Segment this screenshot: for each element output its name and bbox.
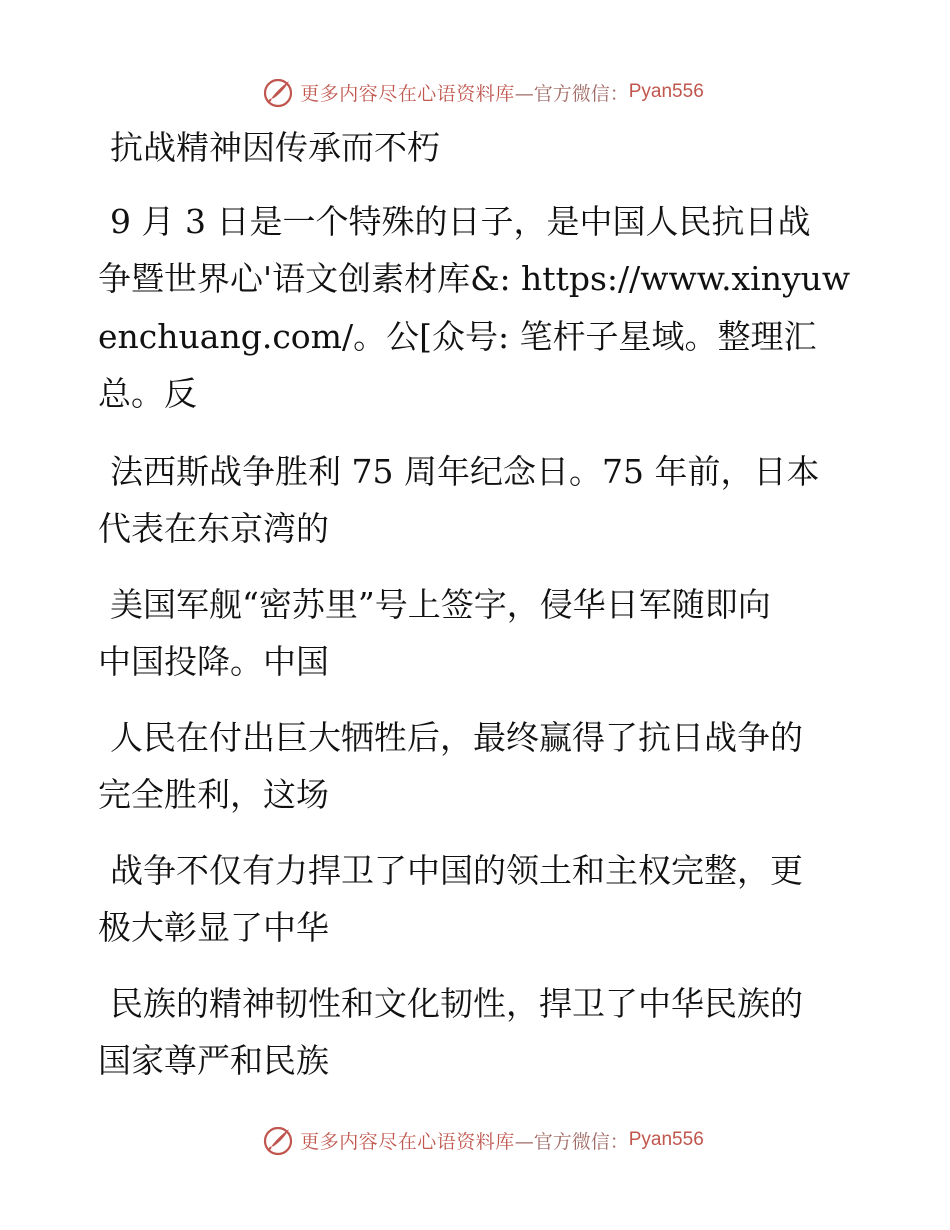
text-line: 人民在付出巨大牺牲后，最终赢得了抗日战争的 <box>110 718 803 757</box>
text-line: 中国投降。中国 <box>98 642 329 681</box>
banner-text: 更多内容尽在心语资料库 <box>300 1130 515 1153</box>
text-line: enchuang.com/。公[众号: 笔杆子星域。整理汇 <box>98 317 817 356</box>
text-line: 美国军舰“密苏里”号上签字，侵华日军随即向 <box>110 585 771 624</box>
banner-text: 更多内容尽在心语资料库 <box>300 82 515 105</box>
banner-separator: —官方微信： <box>514 82 629 105</box>
text-line: 争暨世界心'语文创素材库&: https://www.xinyuw <box>98 259 851 298</box>
text-line: 极大彰显了中华 <box>98 908 329 947</box>
text-line: 完全胜利，这场 <box>98 775 329 814</box>
header-banner-inner <box>262 76 704 108</box>
banner-wechat-id: Pyan556 <box>628 1129 704 1150</box>
text-line: 国家尊严和民族 <box>98 1041 329 1080</box>
text-line: 代表在东京湾的 <box>98 509 329 548</box>
quill-pen-icon <box>262 1124 294 1156</box>
banner-wechat-id: Pyan556 <box>628 81 704 102</box>
header-banner <box>0 72 950 112</box>
text-line: 总。反 <box>98 374 197 413</box>
text-line: 战争不仅有力捍卫了中国的领土和主权完整，更 <box>110 851 803 890</box>
footer-banner-inner <box>262 1124 704 1156</box>
text-line: 法西斯战争胜利 75 周年纪念日。75 年前，日本 <box>110 452 820 491</box>
text-line: 9 月 3 日是一个特殊的日子，是中国人民抗日战 <box>110 202 811 241</box>
document-title: 抗战精神因传承而不朽 <box>110 128 440 167</box>
footer-banner <box>0 1120 950 1160</box>
banner-separator: —官方微信： <box>514 1130 629 1153</box>
text-line: 民族的精神韧性和文化韧性，捍卫了中华民族的 <box>110 984 803 1023</box>
quill-pen-icon <box>262 76 294 108</box>
